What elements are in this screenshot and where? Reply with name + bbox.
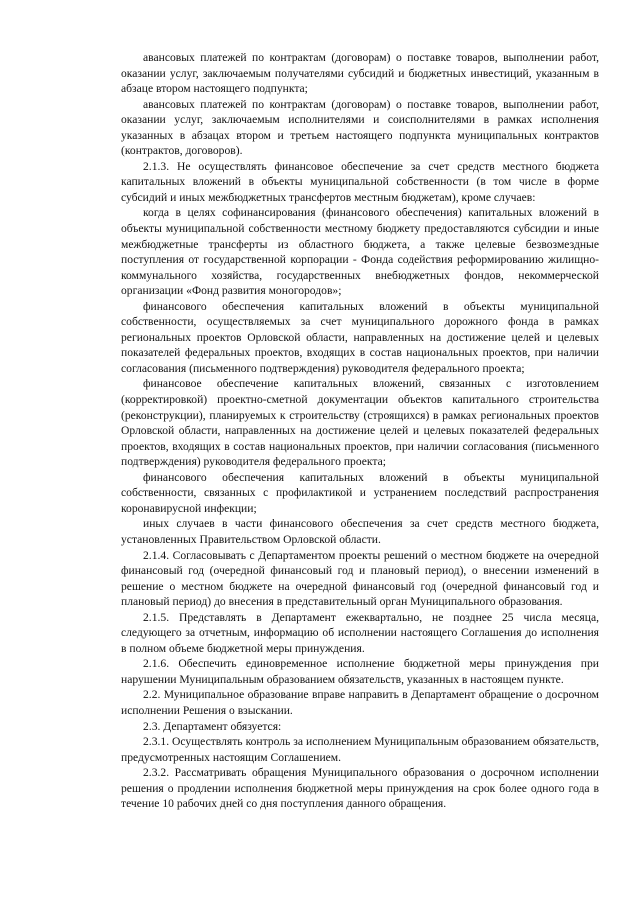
paragraph-2-1-4: 2.1.4. Согласовывать с Департаментом проекты решений о местном бюджете на очередной финансовый год (очередной финансовый год и плановый период), о внесении изменений в решение о местном бюджете на очередной финансовый год (очередной финансовый год и плановый период) до внесения в представительный орган Муниципального образования.	[121, 548, 599, 609]
paragraph-advance-payments-recipients: авансовых платежей по контрактам (договорам) о поставке товаров, выполнении работ, оказании услуг, заключаемым получателями субсидий и бюджетных инвестиций, указанным в абзаце втором настоящего подпункта;	[121, 51, 599, 96]
paragraph-2-1-6: 2.1.6. Обеспечить единовременное исполнение бюджетной меры принуждения при нарушении Муниципальным образованием обязательств, указанных в настоящем пункте.	[121, 657, 599, 686]
paragraph-other-cases: иных случаев в части финансового обеспечения за счет средств местного бюджета, установленных Правительством Орловской области.	[121, 517, 599, 546]
paragraph-2-1-3: 2.1.3. Не осуществлять финансовое обеспечение за счет средств местного бюджета капитальных вложений в объекты муниципальной собственности (в том числе в форме субсидий и иных межбюджетных трансфертов местным бюджетам), кроме случаев:	[121, 159, 599, 204]
paragraph-2-1-5: 2.1.5. Представлять в Департамент ежеквартально, не позднее 25 числа месяца, следующего за отчетным, информацию об исполнении настоящего Соглашения до исполнения в полном объеме бюджетной меры принуждения.	[121, 610, 599, 655]
paragraph-design-documentation-case: финансовое обеспечение капитальных вложений, связанных с изготовлением (корректировкой) проектно-сметной документации объектов капитального строительства (реконструкции), планируемых к строительству (строящихся) в рамках региональных проектов Орловской области, направленных на достижение целей и целевых показателей федеральных проектов, входящих в состав национальных проектов, при наличии согласования (письменного подтверждения) руководителя федерального проекта;	[121, 377, 599, 469]
document-body	[121, 50, 599, 812]
paragraph-coronavirus-case: финансового обеспечения капитальных вложений в объекты муниципальной собственности, связанных с профилактикой и устранением последствий распространения коронавирусной инфекции;	[121, 470, 599, 515]
paragraph-2-3-2: 2.3.2. Рассматривать обращения Муниципального образования о досрочном исполнении решения о продлении исполнения бюджетной меры принуждения на срок более одного года в течение 10 рабочих дней со дня поступления данного обращения.	[121, 766, 599, 811]
paragraph-2-2: 2.2. Муниципальное образование вправе направить в Департамент обращение о досрочном исполнении Решения о взыскании.	[121, 688, 599, 717]
paragraph-road-fund-case: финансового обеспечения капитальных вложений в объекты муниципальной собственности, осуществляемых за счет муниципального дорожного фонда в рамках региональных проектов Орловской области, направленных на достижение целей и целевых показателей федеральных проектов, входящих в состав национальных проектов, при наличии согласования (письменного подтверждения) руководителя федерального проекта;	[121, 299, 599, 375]
paragraph-2-3-1: 2.3.1. Осуществлять контроль за исполнением Муниципальным образованием обязательств, предусмотренных настоящим Соглашением.	[121, 735, 599, 764]
paragraph-advance-payments-contractors: авансовых платежей по контрактам (договорам) о поставке товаров, выполнении работ, оказании услуг, заключаемым исполнителями и соисполнителями в рамках исполнения указанных в абзацах втором и третьем настоящего подпункта муниципальных контрактов (контрактов, договоров).	[121, 97, 599, 158]
paragraph-cofinancing-case: когда в целях софинансирования (финансового обеспечения) капитальных вложений в объекты муниципальной собственности местному бюджету предоставляются субсидии и иные межбюджетные трансферты из областного бюджета, а также целевые безвозмездные поступления от государственной корпорации - Фонда содействия реформированию жилищно-коммунального хозяйства, государственных внебюджетных фондов, некоммерческой организации «Фонд развития моногородов»;	[121, 206, 599, 298]
paragraph-2-3: 2.3. Департамент обязуется:	[143, 719, 282, 733]
